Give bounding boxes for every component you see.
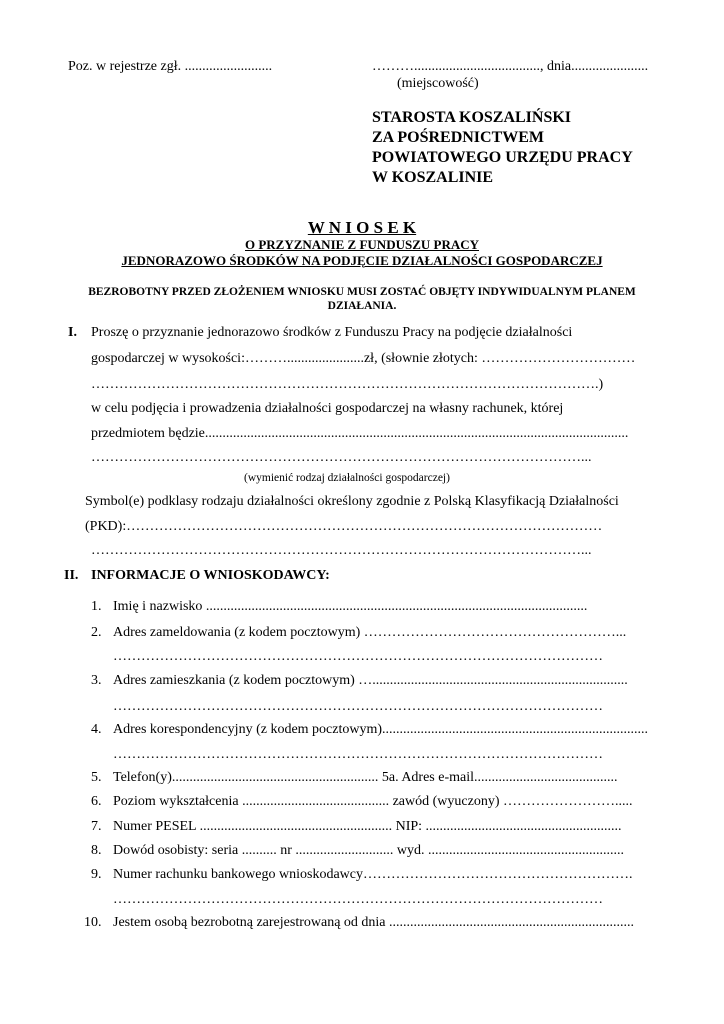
residence-address-field[interactable]: Adres zamieszkania (z kodem pocztowym) …......................................................................... — [113, 673, 628, 688]
item-number: 10. — [84, 915, 102, 930]
item-number: 6. — [91, 794, 102, 809]
section-1-amount-words-field[interactable]: ……………………………………………………………………………………………….) — [91, 377, 604, 392]
section-1-activity-field[interactable]: przedmiotem będzie......................................................................................................................... — [91, 426, 629, 441]
item-number: 2. — [91, 625, 102, 640]
notice-line-2: DZIAŁANIA. — [327, 300, 397, 312]
register-position-field[interactable]: Poz. w rejestrze zgł. ......................... — [68, 59, 273, 74]
registered-address-field[interactable]: Adres zameldowania (z kodem pocztowym) ………………………………………………... — [113, 625, 627, 640]
item-number: 9. — [91, 867, 102, 882]
bank-account-field[interactable]: Numer rachunku bankowego wnioskodawcy…………………………………………………. — [113, 867, 633, 882]
item-number: 7. — [91, 819, 102, 834]
phone-email-field[interactable]: Telefon(y)........................................................... 5a. Adres e-mail......................................... — [113, 770, 618, 785]
section-1-numeral: I. — [68, 325, 77, 340]
pkd-line-1: Symbol(e) podklasy rodzaju działalności określony zgodnie z Polską Klasyfikacją Działalności — [85, 494, 619, 509]
unemployed-since-field[interactable]: Jestem osobą bezrobotną zarejestrowaną od dnia ...................................................................... — [113, 915, 635, 930]
addressee-line-1: STAROSTA KOSZALIŃSKI — [372, 109, 572, 126]
section-2-heading: INFORMACJE O WNIOSKODAWCY: — [91, 568, 330, 583]
addressee-line-2: ZA POŚREDNICTWEM — [372, 129, 545, 146]
section-1-activity-field-cont[interactable]: ……………………………………………………………………………………………... — [91, 450, 592, 465]
activity-caption: (wymienić rodzaj działalności gospodarczej) — [244, 472, 450, 484]
item-number: 3. — [91, 673, 102, 688]
bank-account-field-cont[interactable]: …………………………………………………………………………………………… — [113, 892, 603, 907]
notice-line-1: BEZROBOTNY PRZED ZŁOŻENIEM WNIOSKU MUSI ZOSTAĆ OBJĘTY INDYWIDUALNYM PLANEM — [88, 286, 636, 298]
item-number: 8. — [91, 843, 102, 858]
name-field[interactable]: Imię i nazwisko ............................................................................................................. — [113, 599, 588, 614]
section-2-numeral: II. — [64, 568, 79, 583]
residence-address-field-cont[interactable]: …………………………………………………………………………………………… — [113, 699, 603, 714]
id-card-field[interactable]: Dowód osobisty: seria .......... nr ............................ wyd. ........................................................ — [113, 843, 624, 858]
correspondence-address-field-cont[interactable]: …………………………………………………………………………………………… — [113, 747, 603, 762]
registered-address-field-cont[interactable]: …………………………………………………………………………………………… — [113, 649, 603, 664]
item-number: 5. — [91, 770, 102, 785]
education-profession-field[interactable]: Poziom wykształcenia .......................................... zawód (wyuczony) ……………………..... — [113, 794, 633, 809]
addressee-line-3: POWIATOWEGO URZĘDU PRACY — [372, 149, 633, 166]
item-number: 4. — [91, 722, 102, 737]
correspondence-address-field[interactable]: Adres korespondencyjny (z kodem pocztowym)............................................................................ — [113, 722, 649, 737]
document-subtitle-2: JEDNORAZOWO ŚRODKÓW NA PODJĘCIE DZIAŁALNOŚCI GOSPODARCZEJ — [121, 253, 603, 268]
item-number: 1. — [91, 599, 102, 614]
section-1-line-4: w celu podjęcia i prowadzenia działalności gospodarczej na własny rachunek, której — [91, 401, 564, 416]
section-1-line-1: Proszę o przyznanie jednorazowo środków z Funduszu Pracy na podjęcie działalności — [91, 325, 573, 340]
pkd-field-cont[interactable]: ……………………………………………………………………………………………... — [91, 543, 592, 558]
place-caption: (miejscowość) — [397, 76, 479, 91]
document-subtitle-1: O PRZYZNANIE Z FUNDUSZU PRACY — [244, 237, 479, 252]
addressee-line-4: W KOSZALINIE — [372, 169, 494, 186]
document-title: W N I O S E K — [307, 218, 417, 237]
place-date-field[interactable]: ………...................................., dnia...................... — [372, 59, 649, 74]
pesel-nip-field[interactable]: Numer PESEL ....................................................... NIP: ........................................................ — [113, 819, 622, 834]
pkd-field[interactable]: (PKD):………………………………………………………………………………………… — [85, 519, 603, 534]
section-1-amount-field[interactable]: gospodarczej w wysokości:………......................zł, (słownie złotych: …………………………… — [91, 351, 636, 366]
